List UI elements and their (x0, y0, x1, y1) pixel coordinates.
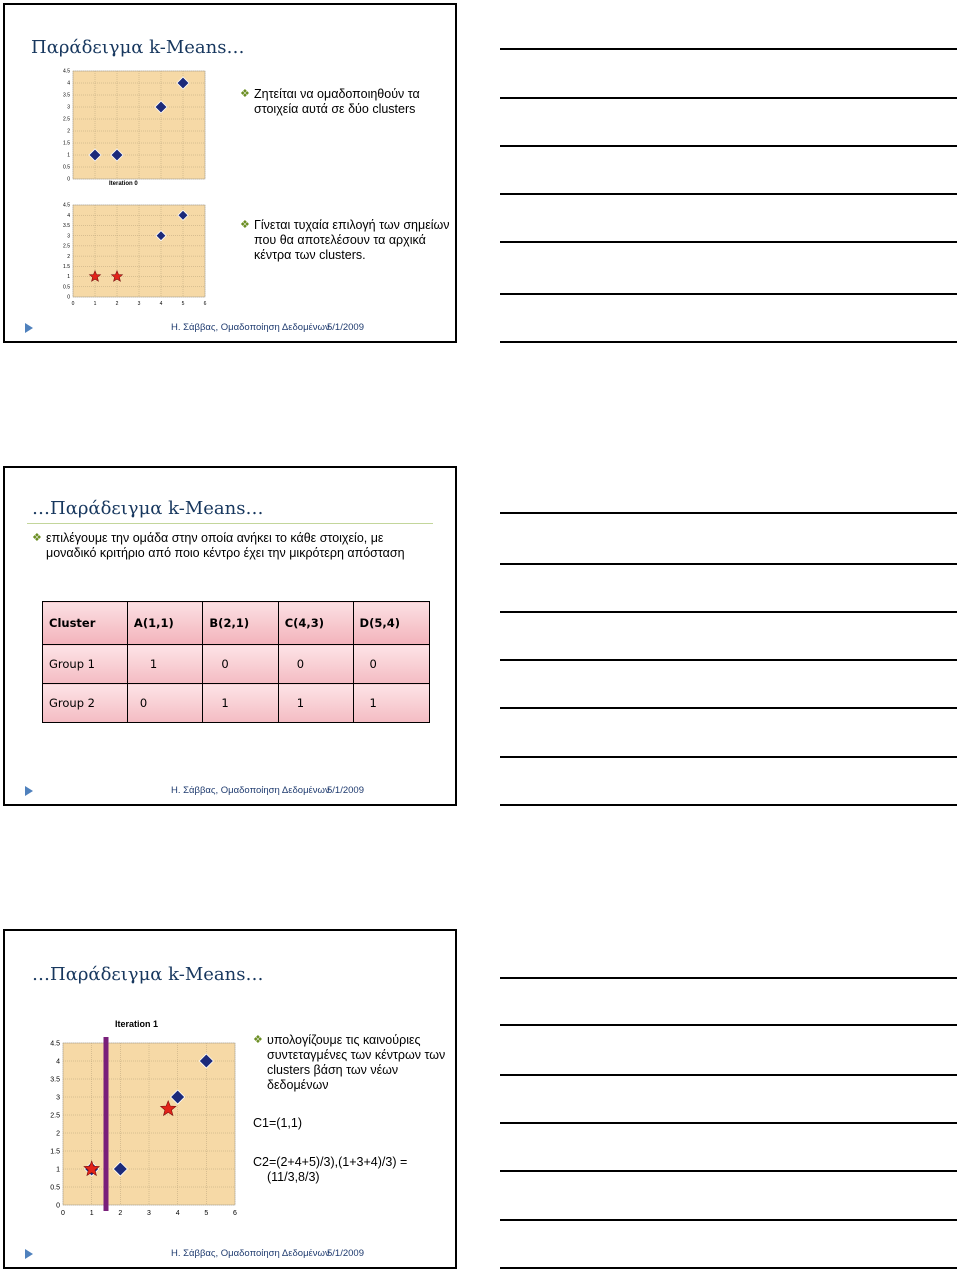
y-tick-label: 4.5 (50, 1040, 60, 1048)
slide-title: …Παράδειγμα k-Means… (32, 498, 264, 519)
y-tick-label: 4 (67, 212, 70, 219)
centroid-c1: C1=(1,1) (253, 1116, 302, 1130)
header-cell: D(5,4) (353, 602, 429, 645)
y-tick-label: 0.5 (50, 1184, 60, 1192)
bullet: ❖ υπολογίζουμε τις καινούριες συντεταγμένες των κέντρων των clusters βάση των νέων δεδομένων (253, 1033, 446, 1092)
scatter-chart-initial-centers (57, 197, 212, 312)
y-tick-label: 4 (56, 1058, 60, 1066)
table-cell: Group 1 (43, 645, 128, 684)
footer-date: 5/1/2009 (327, 785, 364, 796)
y-tick-label: 2.5 (63, 243, 70, 250)
x-tick-label: 5 (181, 301, 185, 307)
note-line (500, 1170, 957, 1172)
y-tick-label: 2 (67, 128, 70, 135)
x-tick-label: 0 (61, 1210, 65, 1217)
note-line (500, 241, 957, 243)
scatter-chart-iteration-1 (29, 1035, 241, 1227)
x-tick-label: 6 (233, 1210, 237, 1217)
x-tick-label: 6 (203, 301, 207, 307)
nav-arrow-icon (25, 786, 33, 796)
chart-title-iteration-1: Iteration 1 (115, 1019, 159, 1029)
x-tick-label: 3 (147, 1210, 151, 1217)
x-tick-label: 4 (159, 301, 163, 307)
y-tick-label: 4.5 (63, 68, 70, 75)
bullet-diamond-icon: ❖ (240, 88, 250, 100)
y-tick-label: 0 (67, 176, 70, 183)
y-tick-label: 0.5 (63, 284, 70, 291)
table-cell: 0 (278, 645, 353, 684)
y-tick-label: 3.5 (63, 223, 70, 230)
y-tick-label: 2 (67, 253, 70, 260)
header-cell: A(1,1) (127, 602, 203, 645)
centroid-c2: C2=(2+4+5)/3),(1+3+4)/3) =(11/3,8/3) (253, 1155, 408, 1184)
header-cell: B(2,1) (203, 602, 278, 645)
table-row (43, 684, 430, 723)
nav-arrow-icon (25, 1249, 33, 1259)
note-line (500, 977, 957, 979)
header-cell: C(4,3) (278, 602, 353, 645)
y-tick-label: 4.5 (63, 202, 70, 209)
table-cell: 1 (353, 684, 429, 723)
slide-2 (3, 466, 457, 806)
bullet-diamond-icon: ❖ (253, 1034, 263, 1046)
y-tick-label: 3.5 (63, 92, 70, 99)
note-line (500, 1267, 957, 1269)
table-header-row (43, 602, 430, 645)
table-cell: 0 (203, 645, 278, 684)
note-line (500, 193, 957, 195)
y-tick-label: 3 (56, 1094, 60, 1102)
header-cell: Cluster (43, 602, 128, 645)
slide-1 (3, 3, 457, 343)
note-line (500, 97, 957, 99)
note-line (500, 48, 957, 50)
note-line (500, 1122, 957, 1124)
table-cell: 1 (278, 684, 353, 723)
title-divider (27, 523, 433, 524)
scatter-chart-iteration-0 (57, 65, 212, 195)
note-line (500, 707, 957, 709)
table-cell: 1 (203, 684, 278, 723)
footer-date: 5/1/2009 (327, 322, 364, 333)
y-tick-label: 3 (67, 233, 70, 240)
note-line (500, 563, 957, 565)
x-tick-label: 1 (93, 301, 97, 307)
y-tick-label: 1 (67, 274, 70, 281)
table-cell: 0 (353, 645, 429, 684)
note-line (500, 1024, 957, 1026)
slide-title: …Παράδειγμα k-Means… (32, 964, 264, 985)
x-tick-label: 2 (115, 301, 119, 307)
y-tick-label: 1.5 (63, 264, 70, 270)
bullet-diamond-icon: ❖ (240, 219, 250, 231)
note-line (500, 804, 957, 806)
y-tick-label: 1 (56, 1166, 60, 1174)
table-cell: 1 (127, 645, 203, 684)
note-line (500, 512, 957, 514)
note-line (500, 1219, 957, 1221)
y-tick-label: 1.5 (50, 1148, 60, 1156)
y-tick-label: 2 (56, 1130, 60, 1138)
footer-date: 5/1/2009 (327, 1248, 364, 1259)
table-cell: Group 2 (43, 684, 128, 723)
y-tick-label: 0.5 (63, 164, 70, 171)
y-tick-label: 3 (67, 104, 70, 111)
bullet-1: ❖ Ζητείται να ομαδοποιηθούν τα στοιχεία αυτά σε δύο clusters (240, 87, 420, 116)
slide-3 (3, 929, 457, 1269)
y-tick-label: 4 (67, 80, 70, 87)
table-row (43, 645, 430, 684)
note-line (500, 145, 957, 147)
note-line (500, 341, 957, 343)
note-line (500, 1074, 957, 1076)
x-tick-label: 5 (204, 1210, 209, 1217)
note-line (500, 611, 957, 613)
y-tick-label: 2.5 (50, 1112, 60, 1120)
note-line (500, 293, 957, 295)
x-tick-label: 4 (175, 1210, 180, 1217)
x-tick-label: 3 (137, 301, 141, 307)
bullet: ❖ επιλέγουμε την ομάδα στην οποία ανήκει το κάθε στοιχείο, με μοναδικό κριτήριο από ποιο κέντρο έχει την μικρότερη απόσταση (32, 531, 405, 560)
bullet-2: ❖ Γίνεται τυχαία επιλογή των σημείων που θα αποτελέσουν τα αρχικά κέντρα των clusters. (240, 218, 450, 262)
y-tick-label: 3.5 (50, 1076, 60, 1084)
note-line (500, 659, 957, 661)
table-cell: 0 (127, 684, 203, 723)
y-tick-label: 1 (67, 152, 70, 159)
x-tick-label: 2 (118, 1210, 123, 1217)
y-tick-label: 0 (56, 1202, 60, 1210)
note-line (500, 756, 957, 758)
nav-arrow-icon (25, 323, 33, 333)
footer-author: Η. Σάββας, Ομαδοποίηση Δεδομένων (171, 785, 330, 796)
x-tick-label: 0 (71, 301, 75, 307)
y-tick-label: 0 (67, 294, 70, 301)
footer-author: Η. Σάββας, Ομαδοποίηση Δεδομένων (171, 322, 330, 333)
cluster-table (42, 601, 430, 723)
slide-title: Παράδειγμα k-Means… (31, 37, 245, 58)
x-tick-label: 1 (89, 1210, 94, 1217)
bullet-diamond-icon: ❖ (32, 532, 42, 544)
y-tick-label: 2.5 (63, 116, 70, 123)
footer-author: Η. Σάββας, Ομαδοποίηση Δεδομένων (171, 1248, 330, 1259)
chart-label-iteration-0: Iteration 0 (109, 181, 138, 187)
y-tick-label: 1.5 (63, 140, 70, 147)
